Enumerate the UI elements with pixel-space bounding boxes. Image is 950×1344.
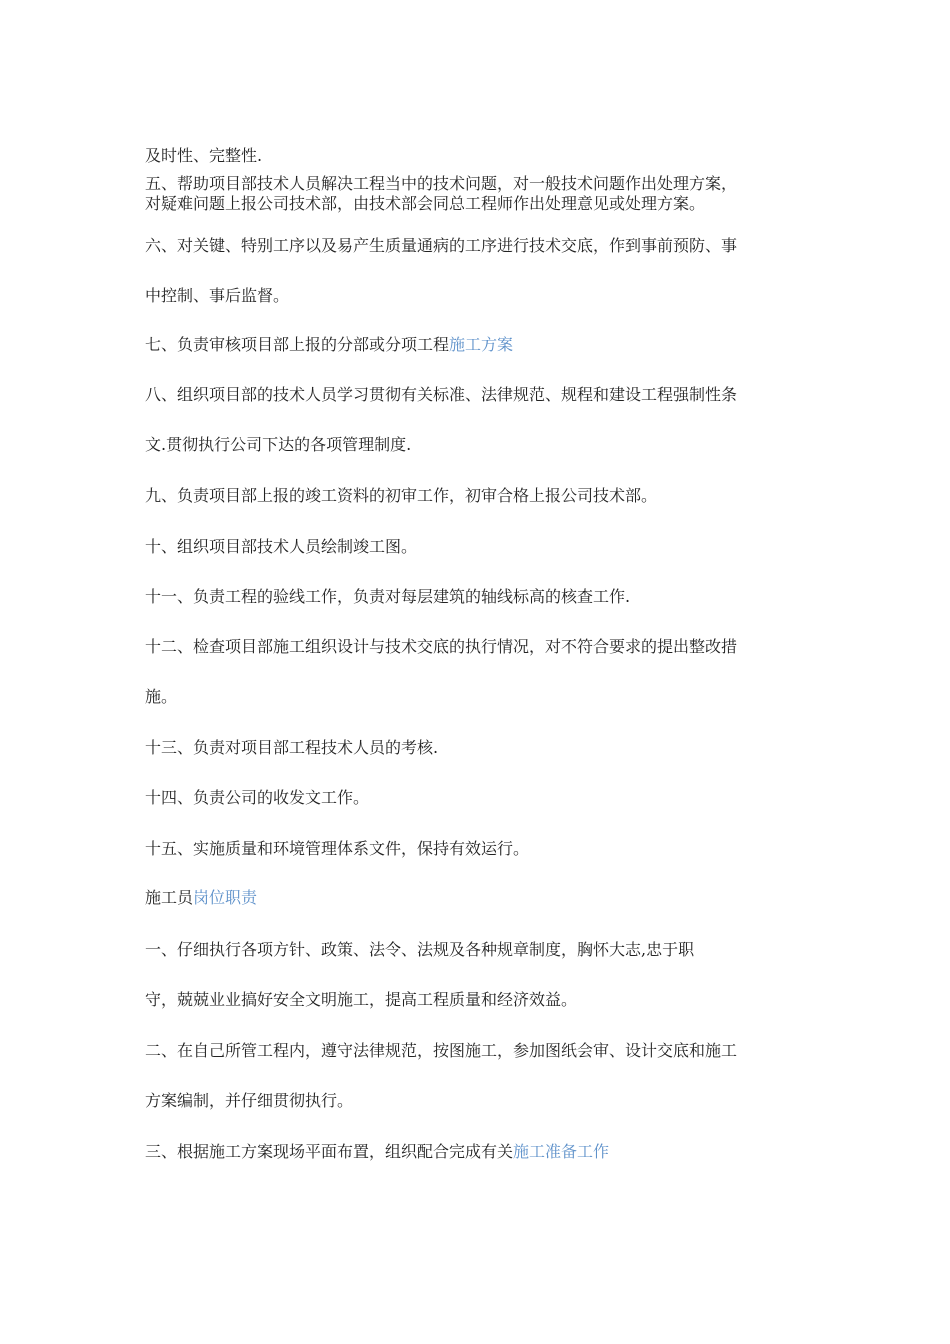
section-heading-text: 施工员 [145,888,194,907]
item-5-line-1: 五、帮助项目部技术人员解决工程当中的技术问题，对一般技术问题作出处理方案， [145,174,738,193]
text-line-1: 及时性、完整性. [145,146,263,165]
item-7-text: 七、负责审核项目部上报的分部或分项工程 [145,335,450,354]
job-duties-link[interactable]: 岗位职责 [193,888,258,907]
item-10: 十、组织项目部技术人员绘制竣工图。 [145,537,418,556]
duty-2-line-2: 方案编制，并仔细贯彻执行。 [145,1091,354,1110]
item-7 [145,335,513,355]
duty-1-line-1: 一、仔细执行各项方针、政策、法令、法规及各种规章制度，胸怀大志,忠于职 [145,940,695,959]
duty-2-line-1: 二、在自己所管工程内，遵守法律规范，按图施工，参加图纸会审、设计交底和施工 [145,1041,738,1060]
item-5-line-2: 对疑难问题上报公司技术部，由技术部会同总工程师作出处理意见或处理方案。 [145,194,706,213]
section-heading [145,888,257,908]
item-6-line-2: 中控制、事后监督。 [145,286,290,305]
item-9: 九、负责项目部上报的竣工资料的初审工作，初审合格上报公司技术部。 [145,486,658,505]
item-15: 十五、实施质量和环境管理体系文件，保持有效运行。 [145,839,530,858]
construction-preparation-link[interactable]: 施工准备工作 [513,1142,610,1161]
duty-3-text: 三、根据施工方案现场平面布置，组织配合完成有关 [145,1142,514,1161]
item-6-line-1: 六、对关键、特别工序以及易产生质量通病的工序进行技术交底，作到事前预防、事 [145,236,738,255]
duty-1-line-2: 守，兢兢业业搞好安全文明施工，提高工程质量和经济效益。 [145,990,578,1009]
item-13: 十三、负责对项目部工程技术人员的考核. [145,738,439,757]
item-8-line-1: 八、组织项目部的技术人员学习贯彻有关标准、法律规范、规程和建设工程强制性条 [145,385,738,404]
item-11: 十一、负责工程的验线工作，负责对每层建筑的轴线标高的核查工作. [145,587,631,606]
item-14: 十四、负责公司的收发文工作。 [145,788,370,807]
item-12-line-1: 十二、检查项目部施工组织设计与技术交底的执行情况，对不符合要求的提出整改措 [145,637,738,656]
construction-plan-link[interactable]: 施工方案 [449,335,514,354]
item-12-line-2: 施。 [145,687,178,706]
duty-3 [145,1142,609,1162]
item-8-line-2: 文.贯彻执行公司下达的各项管理制度. [145,435,412,454]
